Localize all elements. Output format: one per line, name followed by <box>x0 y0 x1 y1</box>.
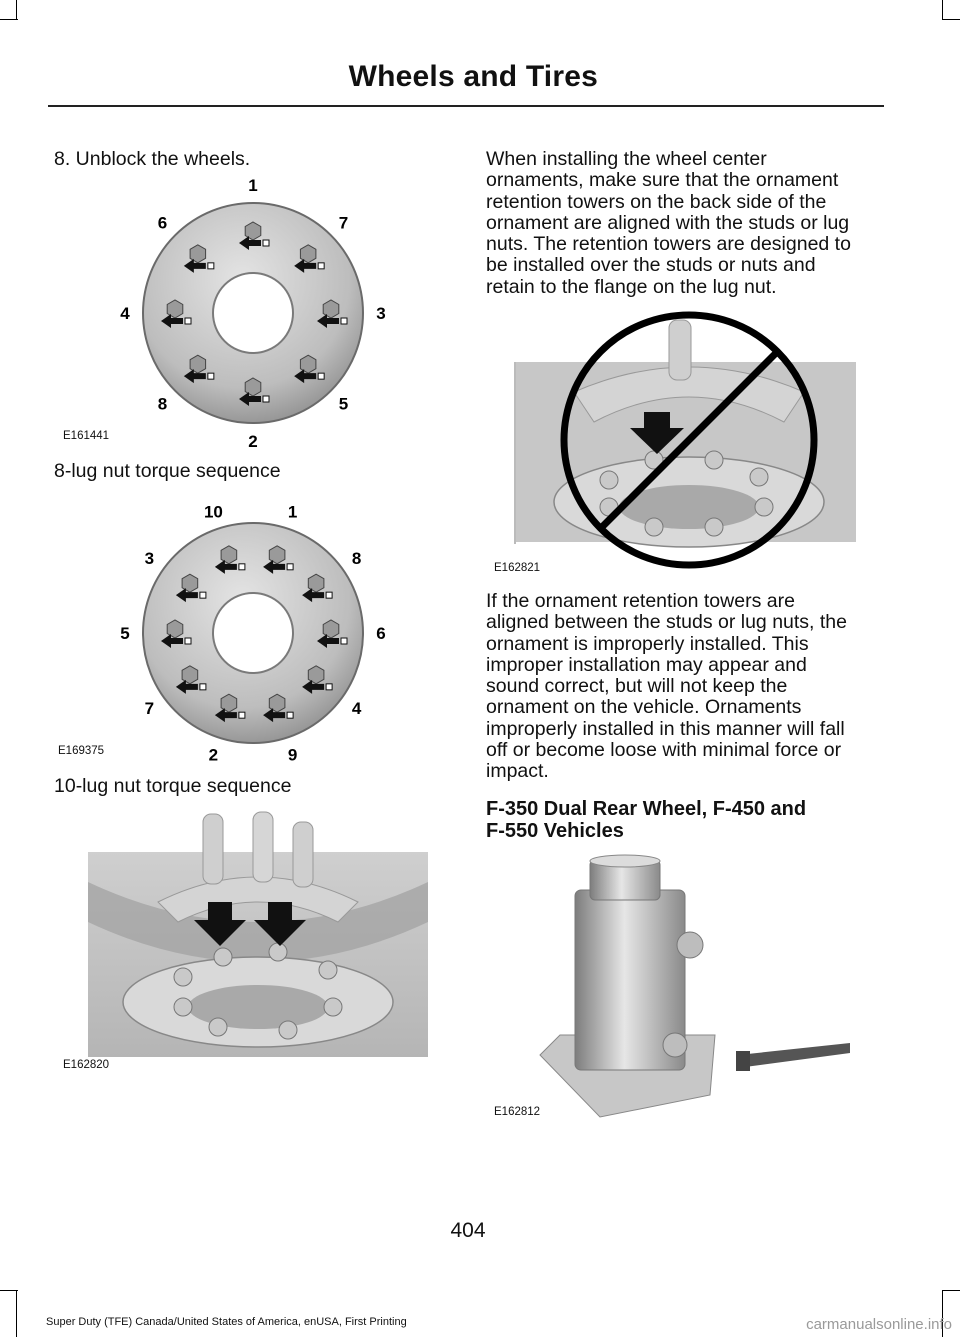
crop-mark <box>942 19 960 20</box>
crop-mark <box>16 0 17 20</box>
sequence-label: 5 <box>338 394 349 414</box>
footer-text: Super Duty (TFE) Canada/United States of America, enUSA, First Printing <box>46 1316 407 1328</box>
crop-mark <box>942 0 943 20</box>
header-rule <box>48 105 884 107</box>
section-heading: F-350 Dual Rear Wheel, F-450 and F-550 Vehicles <box>486 798 807 842</box>
sequence-label: 7 <box>144 699 155 719</box>
figure-8-lug-wheel <box>110 170 410 451</box>
figure-code: E162812 <box>494 1106 541 1118</box>
sequence-label: 3 <box>144 548 155 568</box>
crop-mark <box>0 19 18 20</box>
figure-ornament-misaligned <box>514 312 860 574</box>
sequence-label: 7 <box>338 213 349 233</box>
figure-code: E162820 <box>63 1059 110 1071</box>
page-number: 404 <box>450 1219 486 1242</box>
sequence-label: 6 <box>376 624 386 643</box>
figure-code: E162821 <box>494 562 541 574</box>
watermark: carmanualsonline.info <box>806 1316 952 1333</box>
sequence-label: 1 <box>248 176 258 195</box>
sequence-label: 8 <box>351 548 362 568</box>
figure-code: E161441 <box>63 430 110 442</box>
sequence-label: 2 <box>208 745 219 765</box>
caption-10-lug: 10-lug nut torque sequence <box>54 775 292 797</box>
figure-bottle-jack <box>540 855 860 1120</box>
crop-mark <box>0 1290 18 1291</box>
page-title: Wheels and Tires <box>348 60 598 93</box>
caption-8-lug: 8-lug nut torque sequence <box>54 460 281 482</box>
sequence-label: 4 <box>120 304 130 323</box>
figure-10-lug-wheel <box>110 490 410 765</box>
figure-ornament-aligned <box>88 812 428 1057</box>
sequence-label: 3 <box>376 304 386 323</box>
step-8-text: 8. Unblock the wheels. <box>54 148 251 170</box>
sequence-label: 1 <box>287 502 298 522</box>
sequence-label: 5 <box>120 624 130 643</box>
paragraph-improper-installation: If the ornament retention towers are aligned between the studs or lug nuts, the ornament is improperly installed. This improper installation may appear and sound correct, but will not keep the ornament on the vehicle. Ornaments improperly installed in this manner will fall off or become loose with minimal force or impact. <box>486 590 847 783</box>
sequence-label: 8 <box>157 394 168 414</box>
sequence-label: 10 <box>203 502 223 522</box>
sequence-label: 2 <box>248 432 258 451</box>
sequence-label: 4 <box>351 699 362 719</box>
paragraph-installing-ornaments: When installing the wheel center ornaments, make sure that the ornament retention towers on the back side of the ornament are aligned with the studs or lug nuts. The retention towers are designed to be installed over the studs or nuts and retain to the flange on the lug nut. <box>486 148 851 298</box>
crop-mark <box>942 1290 960 1291</box>
sequence-label: 6 <box>157 213 168 233</box>
sequence-label: 9 <box>287 745 298 765</box>
crop-mark <box>16 1290 17 1337</box>
figure-code: E169375 <box>58 745 105 757</box>
